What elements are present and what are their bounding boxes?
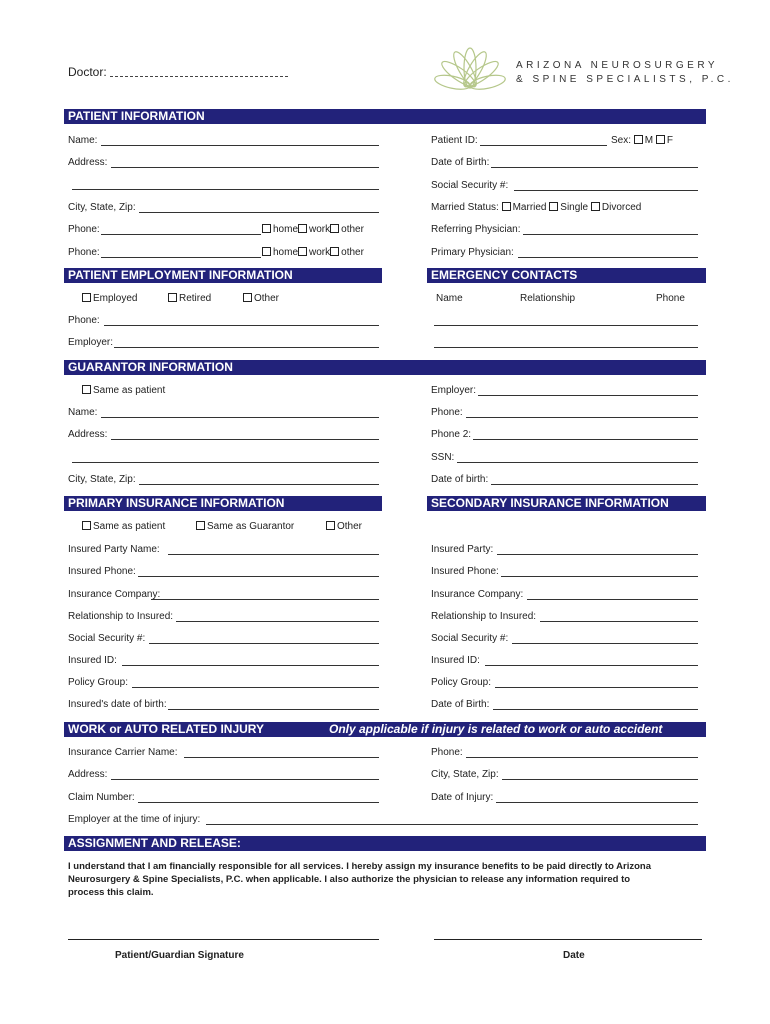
guarantor-ssn-field[interactable] <box>457 462 698 463</box>
work-checkbox[interactable] <box>298 247 307 256</box>
injury-phone-label: Phone: <box>431 747 463 758</box>
phone2-label: Phone: <box>68 247 100 258</box>
sec-insured-id-label: Insured ID: <box>431 655 480 666</box>
city-label: City, State, Zip: <box>68 202 136 213</box>
emergency-contact2-field[interactable] <box>434 347 698 348</box>
employer-field[interactable] <box>114 347 379 348</box>
section-injury: WORK or AUTO RELATED INJURY <box>64 722 706 737</box>
guarantor-phone-field[interactable] <box>466 417 698 418</box>
phone2-type[interactable]: home work other <box>262 247 364 259</box>
ins-other-checkbox[interactable] <box>326 521 335 530</box>
guarantor-address-label: Address: <box>68 429 108 440</box>
doctor-field[interactable] <box>110 76 288 77</box>
injury-employer-label: Employer at the time of injury: <box>68 814 201 825</box>
assignment-text-line2: Neurosurgery & Spine Specialists, P.C. when applicable. I also authorize the physician to release any information required to <box>68 874 631 885</box>
retired-checkbox[interactable] <box>168 293 177 302</box>
injury-note: Only applicable if injury is related to work or auto accident <box>329 722 663 736</box>
policy-group-field[interactable] <box>132 687 379 688</box>
emergency-contact1-field[interactable] <box>434 325 698 326</box>
ins-same-patient-option[interactable]: Same as patient <box>82 521 165 533</box>
guarantor-city-field[interactable] <box>139 484 379 485</box>
ins-company-field[interactable] <box>151 599 379 600</box>
ins-ssn-field[interactable] <box>149 643 379 644</box>
carrier-field[interactable] <box>184 757 379 758</box>
dob-field[interactable] <box>491 167 698 168</box>
phone1-type[interactable]: home work other <box>262 224 364 236</box>
emergency-relationship-header: Relationship <box>520 293 576 304</box>
insured-id-field[interactable] <box>122 665 379 666</box>
logo-icon <box>430 42 510 94</box>
claim-label: Claim Number: <box>68 792 135 803</box>
injury-address-label: Address: <box>68 769 108 780</box>
sec-insured-phone-field[interactable] <box>501 576 698 577</box>
sec-insured-phone-label: Insured Phone: <box>431 566 499 577</box>
guarantor-phone2-field[interactable] <box>473 439 698 440</box>
insured-party-field[interactable] <box>168 554 379 555</box>
injury-phone-field[interactable] <box>466 757 698 758</box>
guarantor-dob-field[interactable] <box>491 484 698 485</box>
male-checkbox[interactable] <box>634 135 643 144</box>
referring-label: Referring Physician: <box>431 224 521 235</box>
female-checkbox[interactable] <box>656 135 665 144</box>
section-emergency: EMERGENCY CONTACTS <box>427 268 706 283</box>
guarantor-city-label: City, State, Zip: <box>68 474 136 485</box>
dob-label: Date of Birth: <box>431 157 490 168</box>
company-name-line2: & SPINE SPECIALISTS, P.C. <box>516 74 734 85</box>
ins-same-guarantor-checkbox[interactable] <box>196 521 205 530</box>
insured-phone-label: Insured Phone: <box>68 566 136 577</box>
carrier-label: Insurance Carrier Name: <box>68 747 178 758</box>
sec-policy-field[interactable] <box>495 687 698 688</box>
relationship-field[interactable] <box>176 621 379 622</box>
signature-label: Patient/Guardian Signature <box>115 950 244 961</box>
guarantor-same-option[interactable]: Same as patient <box>82 385 165 397</box>
phone1-label: Phone: <box>68 224 100 235</box>
address-field[interactable] <box>111 167 379 168</box>
section-employment: PATIENT EMPLOYMENT INFORMATION <box>64 268 382 283</box>
sec-dob-field[interactable] <box>493 709 698 710</box>
sec-insured-party-field[interactable] <box>497 554 698 555</box>
guarantor-name-label: Name: <box>68 407 98 418</box>
ins-same-patient-checkbox[interactable] <box>82 521 91 530</box>
signature-field[interactable] <box>68 939 379 940</box>
emergency-phone-header: Phone <box>656 293 685 304</box>
address-line2-field[interactable] <box>72 189 379 190</box>
sex-options[interactable]: Sex: M F <box>611 135 674 146</box>
sec-insured-id-field[interactable] <box>485 665 698 666</box>
same-as-patient-checkbox[interactable] <box>82 385 91 394</box>
phone1-field[interactable] <box>101 234 261 235</box>
married-checkbox[interactable] <box>502 202 511 211</box>
patient-id-label: Patient ID: <box>431 135 478 146</box>
sec-company-field[interactable] <box>527 599 698 600</box>
home-checkbox[interactable] <box>262 247 271 256</box>
company-name-line1: ARIZONA NEUROSURGERY <box>516 60 719 71</box>
guarantor-employer-field[interactable] <box>478 395 698 396</box>
employed-checkbox[interactable] <box>82 293 91 302</box>
referring-field[interactable] <box>523 234 698 235</box>
other-employment-checkbox[interactable] <box>243 293 252 302</box>
guarantor-name-field[interactable] <box>101 417 379 418</box>
section-guarantor: GUARANTOR INFORMATION <box>64 360 706 375</box>
date-field[interactable] <box>434 939 702 940</box>
other-checkbox[interactable] <box>330 247 339 256</box>
ins-company-label: Insurance Company: <box>68 589 161 600</box>
date-label: Date <box>563 950 585 961</box>
guarantor-employer-label: Employer: <box>431 385 477 396</box>
sec-ssn-label: Social Security #: <box>431 633 509 644</box>
insured-id-label: Insured ID: <box>68 655 117 666</box>
claim-field[interactable] <box>138 802 379 803</box>
section-patient-info: PATIENT INFORMATION <box>64 109 706 124</box>
retired-option[interactable]: Retired <box>168 293 211 305</box>
guarantor-phone-label: Phone: <box>431 407 463 418</box>
sec-relationship-field[interactable] <box>540 621 698 622</box>
injury-date-label: Date of Injury: <box>431 792 494 803</box>
employment-phone-label: Phone: <box>68 315 100 326</box>
insured-phone-field[interactable] <box>138 576 379 577</box>
other-option[interactable]: Other <box>243 293 279 305</box>
sec-dob-label: Date of Birth: <box>431 699 490 710</box>
policy-group-label: Policy Group: <box>68 677 129 688</box>
guarantor-ssn-label: SSN: <box>431 452 455 463</box>
employer-label: Employer: <box>68 337 114 348</box>
home-checkbox[interactable] <box>262 224 271 233</box>
emergency-name-header: Name <box>436 293 463 304</box>
insured-party-label: Insured Party Name: <box>68 544 160 555</box>
employment-phone-field[interactable] <box>104 325 379 326</box>
patient-id-field[interactable] <box>480 145 607 146</box>
city-field[interactable] <box>139 212 379 213</box>
sec-insured-party-label: Insured Party: <box>431 544 494 555</box>
guarantor-address-field[interactable] <box>111 439 379 440</box>
sec-policy-label: Policy Group: <box>431 677 492 688</box>
section-primary-insurance: PRIMARY INSURANCE INFORMATION <box>64 496 382 511</box>
insured-dob-label: Insured's date of birth: <box>68 699 167 710</box>
name-field[interactable] <box>101 145 379 146</box>
section-secondary-insurance: SECONDARY INSURANCE INFORMATION <box>427 496 706 511</box>
married-status[interactable]: Married Status: Married Single Divorced <box>431 202 642 213</box>
sec-relationship-label: Relationship to Insured: <box>431 611 537 622</box>
guarantor-dob-label: Date of birth: <box>431 474 489 485</box>
single-checkbox[interactable] <box>549 202 558 211</box>
insured-dob-field[interactable] <box>168 709 379 710</box>
assignment-text-line1: I understand that I am financially responsible for all services. I hereby assign my insurance benefits to be paid directly to Arizona <box>68 861 652 872</box>
injury-city-field[interactable] <box>502 779 698 780</box>
divorced-checkbox[interactable] <box>591 202 600 211</box>
ssn-label: Social Security #: <box>431 180 509 191</box>
section-assignment: ASSIGNMENT AND RELEASE: <box>64 836 706 851</box>
other-checkbox[interactable] <box>330 224 339 233</box>
guarantor-phone2-label: Phone 2: <box>431 429 472 440</box>
injury-date-field[interactable] <box>496 802 698 803</box>
employed-option[interactable]: Employed <box>82 293 137 305</box>
work-checkbox[interactable] <box>298 224 307 233</box>
guarantor-address2-field[interactable] <box>72 462 379 463</box>
primary-physician-label: Primary Physician: <box>431 247 514 258</box>
assignment-text-line3: process this claim. <box>68 887 154 898</box>
name-label: Name: <box>68 135 98 146</box>
ins-ssn-label: Social Security #: <box>68 633 146 644</box>
doctor-label: Doctor: <box>68 65 107 79</box>
sec-ssn-field[interactable] <box>512 643 698 644</box>
ins-other-option[interactable]: Other <box>326 521 362 533</box>
address-label: Address: <box>68 157 108 168</box>
ins-same-guarantor-option[interactable]: Same as Guarantor <box>196 521 294 533</box>
injury-address-field[interactable] <box>111 779 379 780</box>
injury-city-label: City, State, Zip: <box>431 769 499 780</box>
ssn-field[interactable] <box>514 190 698 191</box>
phone2-field[interactable] <box>101 257 261 258</box>
relationship-label: Relationship to Insured: <box>68 611 174 622</box>
sec-company-label: Insurance Company: <box>431 589 524 600</box>
primary-physician-field[interactable] <box>518 257 698 258</box>
injury-employer-field[interactable] <box>206 824 698 825</box>
